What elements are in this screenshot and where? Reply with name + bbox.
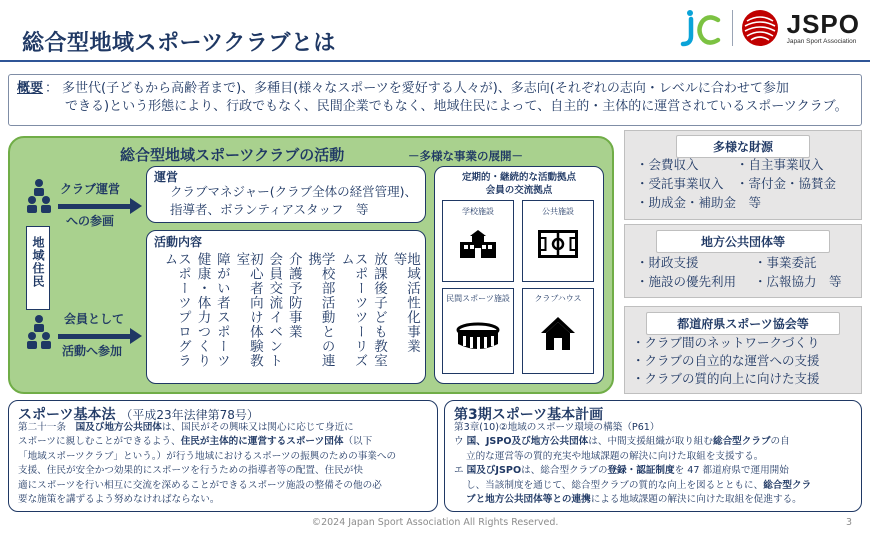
logo-divider — [732, 10, 733, 46]
plan-title: 第3期スポーツ基本計画 — [454, 407, 604, 423]
law-text: 適にスポーツを行い相互に交流を深めることができるスポーツ施設の整備その他の必 — [18, 479, 382, 491]
finance-item: ・会費収入 — [636, 157, 699, 172]
bases-title1: 定期的・継続的な活動拠点 — [461, 172, 576, 183]
law-text: 支援、住民が安全かつ効果的にスポーツを行うための指導者等の配置、住民が快 — [18, 465, 363, 477]
content-item: 地域活性化事業 等 — [390, 252, 420, 368]
page-number: 3 — [846, 517, 853, 528]
operation-line1: クラブマネジャー(クラブ全体の経営管理)、 — [170, 184, 418, 199]
people-group-icon — [26, 314, 52, 353]
content-item: 健康・体力つくり — [194, 252, 211, 368]
overview-line2: できる)という形態により、行政でもなく、民間企業でもなく、地域住民によって、自主的・主体的に運営されているスポーツクラブ。 — [65, 99, 848, 115]
jspo-logo-subtext: Japan Sport Association — [786, 37, 857, 45]
plan-text-bold: 総合型クラブ — [712, 436, 771, 448]
prefassoc-item: ・クラブの質的向上に向けた支援 — [632, 371, 820, 386]
law-body — [18, 421, 434, 507]
plan-text-bold: 国及びJSPO — [466, 465, 522, 477]
law-text: 「地域スポーツクラブ」という。）が行う地域におけるスポーツの振興のための事業への — [18, 450, 397, 462]
field-icon — [538, 230, 578, 258]
finance-item: ・受託事業収入 — [636, 176, 724, 191]
content-item: 放課後子ども教室 — [371, 252, 387, 368]
logo-group — [678, 8, 860, 48]
prefassoc-title: 都道府県スポーツ協会等 — [646, 312, 840, 335]
bases-title2: 会員の交流拠点 — [485, 185, 553, 196]
finance-title: 多様な財源 — [676, 135, 810, 158]
facility-label: 学校施設 — [462, 207, 494, 216]
operation-line2: 指導者、ボランティアスタッフ 等 — [170, 202, 369, 217]
facility-label: 民間スポーツ施設 — [446, 294, 510, 303]
plan-text: し、当該制度を通じて、総合型クラブの質的な向上を図るとともに、 — [466, 479, 764, 491]
plan-text: 立的な運営等の質的充実や地域課題の解決に向けた取組を支援する。 — [466, 450, 764, 462]
copyright: ©2024 Japan Sport Association All Rights Reserved. — [311, 517, 559, 528]
house-icon — [540, 316, 576, 352]
content-item: スポーツツーリズム — [338, 252, 368, 368]
facility-label: クラブハウス — [534, 294, 582, 303]
plan-text: を 47 都道府県で運用開始 — [674, 465, 789, 477]
overview-line1: 多世代(子どもから高齢者まで)、多種目(様々なスポーツを愛好する人々が)、多志向(それぞれの志向・レベルに合わせて参加 — [62, 81, 789, 96]
arrow-top-label1: クラブ運営 — [60, 182, 121, 196]
plan-text-bold: 総合型クラ — [763, 479, 812, 491]
plan-text: による地域課題の解決に向けた取組を促進する。 — [590, 493, 802, 505]
plan-text-bold: 登録・認証制度 — [607, 465, 675, 477]
people-group-icon — [26, 178, 52, 217]
arrow-bottom-label2: 活動へ参加 — [62, 344, 123, 358]
operation-label: 運営 — [154, 170, 179, 184]
law-text-bold: 住民が主体的に運営するスポーツ団体 — [180, 436, 344, 448]
plan-body — [454, 421, 858, 507]
law-text: スポーツに親しむことができるよう、 — [18, 436, 181, 448]
law-note: （平成23年法律第78号） — [120, 408, 259, 422]
law-text-bold: 国及び地方公共団体 — [75, 422, 162, 433]
localgov-item: ・事業委託 — [754, 255, 817, 270]
plan-text: は、中間支援組織が取り組む — [588, 436, 713, 448]
law-text: 第二十一条 — [18, 422, 76, 433]
overview-colon: ： — [45, 81, 59, 96]
jspo-emblem-icon — [741, 9, 779, 47]
plan-subtitle: 第3章(10)②地域のスポーツ環境の構築（P61） — [454, 422, 660, 433]
overview-box — [8, 74, 862, 126]
content-item: スポーツプログラム — [161, 252, 191, 368]
plan-text: ウ — [454, 436, 467, 448]
plan-text: エ — [454, 465, 467, 477]
overview-label: 概要 — [17, 81, 44, 96]
localgov-item: ・施設の優先利用 — [636, 274, 737, 289]
prefassoc-item: ・クラブ間のネットワークづくり — [632, 335, 820, 350]
prefassoc-item: ・クラブの自立的な運営への支援 — [632, 353, 820, 368]
title-rule — [0, 60, 870, 62]
finance-item: ・助成金・補助金 等 — [636, 195, 762, 210]
stadium-icon — [456, 322, 500, 352]
plan-text-bold: ブと地方公共団体等との連携 — [466, 493, 591, 505]
facility-label: 公共施設 — [542, 207, 574, 216]
jsc-logo-icon — [678, 8, 724, 48]
residents-label: 地域住民 — [31, 236, 45, 288]
content-item: 介護予防事業 — [285, 252, 302, 339]
plan-text-bold: 国、JSPO及び地方公共団体 — [466, 436, 589, 448]
plan-text: の自 — [770, 436, 790, 448]
page-title: 総合型地域スポーツクラブとは — [22, 31, 336, 56]
law-text: は、国民がその興味又は関心に応じて身近に — [161, 422, 354, 433]
arrow-top-label2: への参画 — [66, 214, 115, 228]
arrow-bottom-label1: 会員として — [64, 312, 125, 326]
plan-text: は、総合型クラブの — [521, 465, 608, 477]
localgov-title: 地方公共団体等 — [656, 230, 830, 253]
content-item: 学校部活動との連携 — [305, 252, 335, 368]
localgov-item: ・広報協力 等 — [754, 274, 842, 289]
activity-title: 総合型地域スポーツクラブの活動 — [120, 146, 345, 164]
jspo-logo-text: JSPO — [786, 8, 860, 39]
law-text: （以下 — [343, 436, 373, 448]
school-icon — [460, 230, 496, 258]
content-item: 会員交流イベント — [266, 252, 283, 368]
law-text: 要な施策を講ずるよう努めなければならない。 — [18, 493, 220, 505]
content-columns — [162, 252, 418, 380]
finance-item: ・自主事業収入 — [736, 157, 824, 172]
localgov-item: ・財政支援 — [636, 255, 699, 270]
law-title: スポーツ基本法 — [18, 407, 116, 423]
content-item: 初心者向け体験教室 — [233, 252, 263, 368]
activity-subtitle: －多様な事業の展開－ — [408, 149, 523, 163]
content-item: 障がい者スポーツ — [213, 252, 230, 368]
content-label: 活動内容 — [154, 235, 203, 249]
finance-item: ・寄付金・協賛金 — [736, 176, 837, 191]
